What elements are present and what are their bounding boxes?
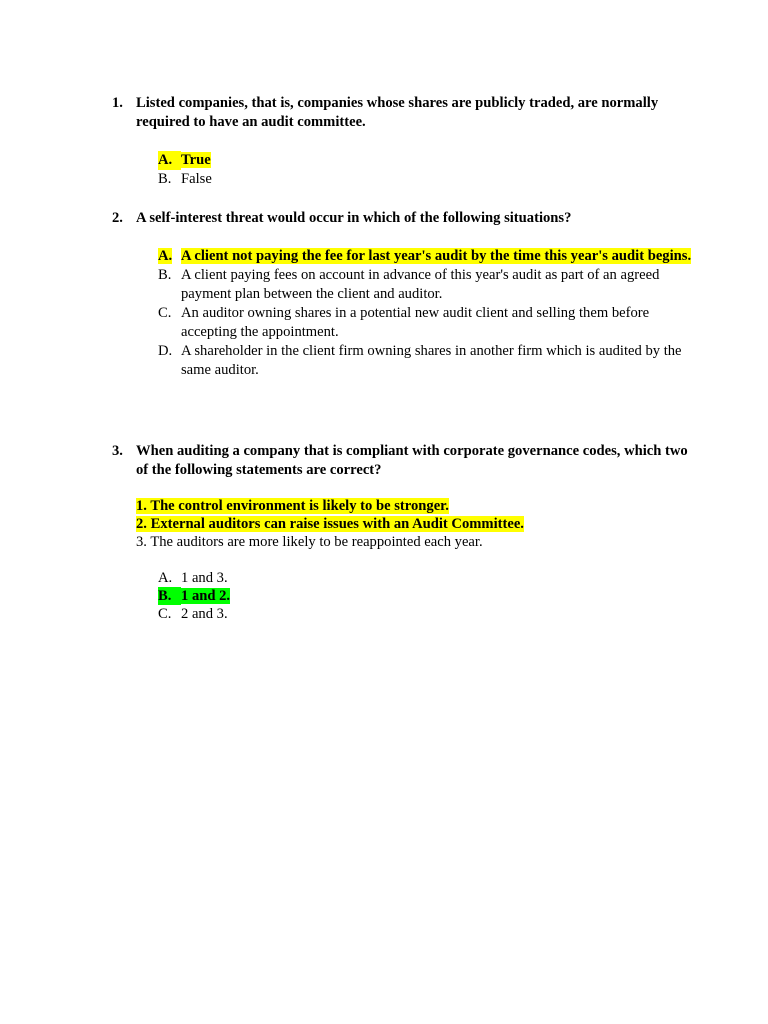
option-letter: [158, 247, 181, 266]
option-text: [181, 151, 692, 170]
statement-2: [136, 515, 692, 533]
option-letter-highlight: A.: [158, 248, 173, 264]
question-number: 3.: [112, 443, 123, 459]
statement-text: 2. External auditors can raise issues with an Audit Committee.: [136, 516, 524, 532]
question-2: [112, 209, 692, 380]
statement-3: [136, 533, 692, 551]
option-text: [181, 247, 692, 266]
answer-option-a: [158, 247, 692, 266]
answer-option-b: [158, 170, 692, 189]
option-letter: B.: [158, 267, 172, 283]
statement-list: [136, 497, 692, 551]
statement-text: 3. The auditors are more likely to be reappointed each year.: [136, 534, 483, 550]
option-letter: C.: [158, 305, 172, 321]
question-1: [112, 94, 692, 189]
answer-option-c: [158, 304, 692, 342]
option-letter: C.: [158, 606, 172, 622]
option-text-highlight: True: [181, 152, 211, 168]
answer-option-d: [158, 342, 692, 380]
answer-options: [158, 151, 692, 189]
question-3: [112, 442, 692, 623]
answer-option-a: [158, 151, 692, 170]
statement-text: 1. The control environment is likely to be stronger.: [136, 498, 449, 514]
option-text: 1 and 3.: [181, 570, 228, 586]
answer-option-b: [158, 587, 692, 605]
option-text-highlight: 1 and 2.: [181, 588, 231, 604]
option-text: False: [181, 171, 212, 187]
question-2-header: [112, 209, 692, 228]
question-text: When auditing a company that is compliant with corporate governance codes, which two of the following statements are correct?: [136, 443, 688, 478]
option-letter: A.: [158, 151, 181, 170]
option-text: A shareholder in the client firm owning shares in another firm which is audited by the same auditor.: [181, 343, 682, 378]
question-1-header: [112, 94, 692, 132]
answer-option-c: [158, 605, 692, 623]
question-text: Listed companies, that is, companies whose shares are publicly traded, are normally required to have an audit committee.: [136, 95, 659, 130]
option-letter: D.: [158, 343, 173, 359]
question-number: 1.: [112, 95, 123, 111]
question-text: A self-interest threat would occur in which of the following situations?: [136, 210, 572, 226]
question-3-header: [112, 442, 692, 480]
option-letter: B.: [158, 587, 181, 605]
answer-options: [158, 569, 692, 623]
option-text: An auditor owning shares in a potential new audit client and selling them before accepting the appointment.: [181, 305, 650, 340]
option-text: [181, 587, 692, 605]
option-letter: A.: [158, 570, 173, 586]
option-letter: B.: [158, 171, 172, 187]
option-text: 2 and 3.: [181, 606, 228, 622]
answer-option-a: [158, 569, 692, 587]
answer-option-b: [158, 266, 692, 304]
question-number: 2.: [112, 210, 123, 226]
answer-options: [158, 247, 692, 380]
option-text-highlight: A client not paying the fee for last year's audit by the time this year's audit begins.: [181, 248, 692, 264]
statement-1: [136, 497, 692, 515]
option-text: A client paying fees on account in advance of this year's audit as part of an agreed payment plan between the client and auditor.: [181, 267, 660, 302]
